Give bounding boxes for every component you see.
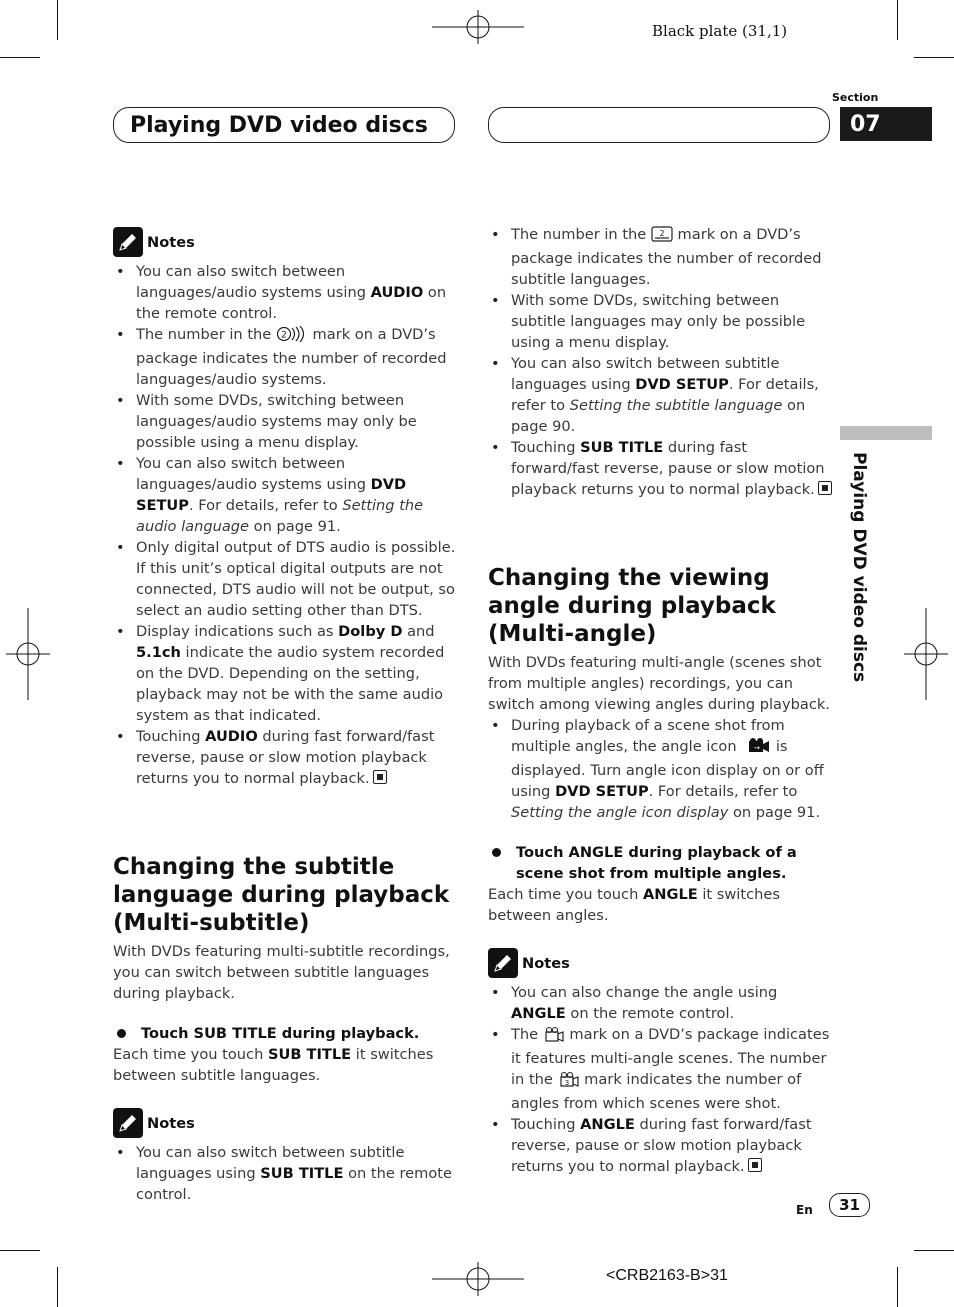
end-mark-icon [748, 1158, 762, 1172]
crop-mark [914, 57, 954, 58]
list-item: • With some DVDs, switching between subtitle languages may only be possible using a menu display. [488, 290, 833, 353]
svg-text:2: 2 [281, 330, 287, 341]
notes-heading: Notes [113, 227, 458, 257]
notes-list [488, 982, 833, 1177]
document-code: <CRB2163-B>31 [606, 1267, 728, 1284]
crop-mark [897, 0, 898, 40]
section-label: Section [832, 91, 879, 104]
registration-mark-icon [432, 1262, 524, 1296]
list-item: • Display indications such as Dolby D and 5.1ch indicate the audio system recorded on the DVD. Depending on the setting, playback may not be with the same audio system as that indicated. [113, 621, 458, 726]
intro-paragraph: With DVDs featuring multi-subtitle recordings, you can switch between subtitle languages during playback. [113, 943, 450, 1002]
list-item: • The number in the 2 mark on a DVD’s package indicates the number of recorded languages/audio systems. [113, 324, 458, 390]
right-column [488, 224, 833, 1177]
step-instruction: Touch SUB TITLE during playback. [113, 1023, 458, 1044]
angle-icon [741, 738, 771, 760]
list-item: • The number in the 2 mark on a DVD’s package indicates the number of recorded subtitle languages. [488, 224, 833, 290]
side-tab-label: Playing DVD video discs [849, 452, 869, 683]
multi-angle-number-mark-icon [558, 1071, 580, 1093]
intro-paragraph: With DVDs featuring multi-angle (scenes shot from multiple angles) recordings, you can switch among viewing angles during playback. [488, 654, 830, 713]
section-heading-subtitle: Changing the subtitle language during playback (Multi-subtitle) [113, 854, 450, 936]
list-item: • You can also change the angle using ANGLE on the remote control. [488, 982, 833, 1024]
end-mark-icon [373, 770, 387, 784]
subtitle-mark-icon [651, 226, 673, 248]
notes-heading: Notes [488, 948, 833, 978]
notes-list [113, 1142, 458, 1205]
list-item: • Touching ANGLE during fast forward/fast reverse, pause or slow motion playback returns you to normal playback. [488, 1114, 833, 1177]
list-item: • You can also switch between languages/audio systems using AUDIO on the remote control. [113, 261, 458, 324]
crop-mark [57, 1267, 58, 1307]
left-column [113, 227, 458, 1205]
crop-mark [914, 1250, 954, 1251]
bullet-list [488, 715, 833, 823]
list-item: • The mark on a DVD’s package indicates it features multi-angle scenes. The number in the 3 mark indicates the number of angles from which scenes were shot. [488, 1024, 833, 1114]
step-description: Each time you touch ANGLE it switches between angles. [488, 886, 780, 924]
notes-list [113, 261, 458, 789]
page-number: 31 [829, 1193, 870, 1217]
list-item: • You can also switch between languages/audio systems using DVD SETUP. For details, refer to Setting the audio language on page 91. [113, 453, 458, 537]
list-item: • Touching AUDIO during fast forward/fast reverse, pause or slow motion playback returns you to normal playback. [113, 726, 458, 789]
notes-pencil-icon [488, 948, 518, 978]
section-heading-angle: Changing the viewing angle during playback (Multi-angle) [488, 565, 776, 647]
list-item: • You can also switch between subtitle languages using DVD SETUP. For details, refer to Setting the subtitle language on page 90. [488, 353, 833, 437]
registration-mark-icon [904, 608, 948, 700]
section-number: 07 [840, 107, 932, 141]
notes-pencil-icon [113, 227, 143, 257]
list-item: • During playback of a scene shot from multiple angles, the angle icon → is displayed. Turn angle icon display on or off using DVD SETUP. For details, refer to Setting the angle icon display on page 91. [488, 715, 833, 823]
end-mark-icon [818, 481, 832, 495]
plate-label: Black plate (31,1) [652, 22, 788, 40]
notes-pencil-icon [113, 1108, 143, 1138]
language-label: En [796, 1203, 813, 1217]
svg-text:2: 2 [659, 229, 665, 238]
crop-mark [897, 1267, 898, 1307]
registration-mark-icon [432, 10, 524, 44]
notes-list [488, 224, 833, 500]
list-item: • With some DVDs, switching between languages/audio systems may only be possible using a menu display. [113, 390, 458, 453]
crop-mark [0, 1250, 40, 1251]
page-title: Playing DVD video discs [113, 107, 455, 143]
svg-text:→: → [754, 744, 761, 752]
list-item: • Touching SUB TITLE during fast forward/fast reverse, pause or slow motion playback returns you to normal playback. [488, 437, 833, 500]
header-blank-pill [488, 107, 830, 143]
svg-text:3: 3 [564, 1079, 569, 1087]
notes-heading: Notes [113, 1108, 458, 1138]
registration-mark-icon [6, 608, 50, 700]
audio-language-mark-icon [276, 326, 308, 348]
list-item: • Only digital output of DTS audio is possible. If this unit’s optical digital outputs are not connected, DTS audio will not be output, so select an audio setting other than DTS. [113, 537, 458, 621]
list-item: • You can also switch between subtitle languages using SUB TITLE on the remote control. [113, 1142, 458, 1205]
side-tab-bar [840, 426, 932, 440]
multi-angle-mark-icon [543, 1026, 565, 1048]
step-instruction: Touch ANGLE during playback of a scene shot from multiple angles. [488, 842, 833, 884]
step-description: Each time you touch SUB TITLE it switches between subtitle languages. [113, 1046, 434, 1084]
crop-mark [57, 0, 58, 40]
crop-mark [0, 57, 40, 58]
